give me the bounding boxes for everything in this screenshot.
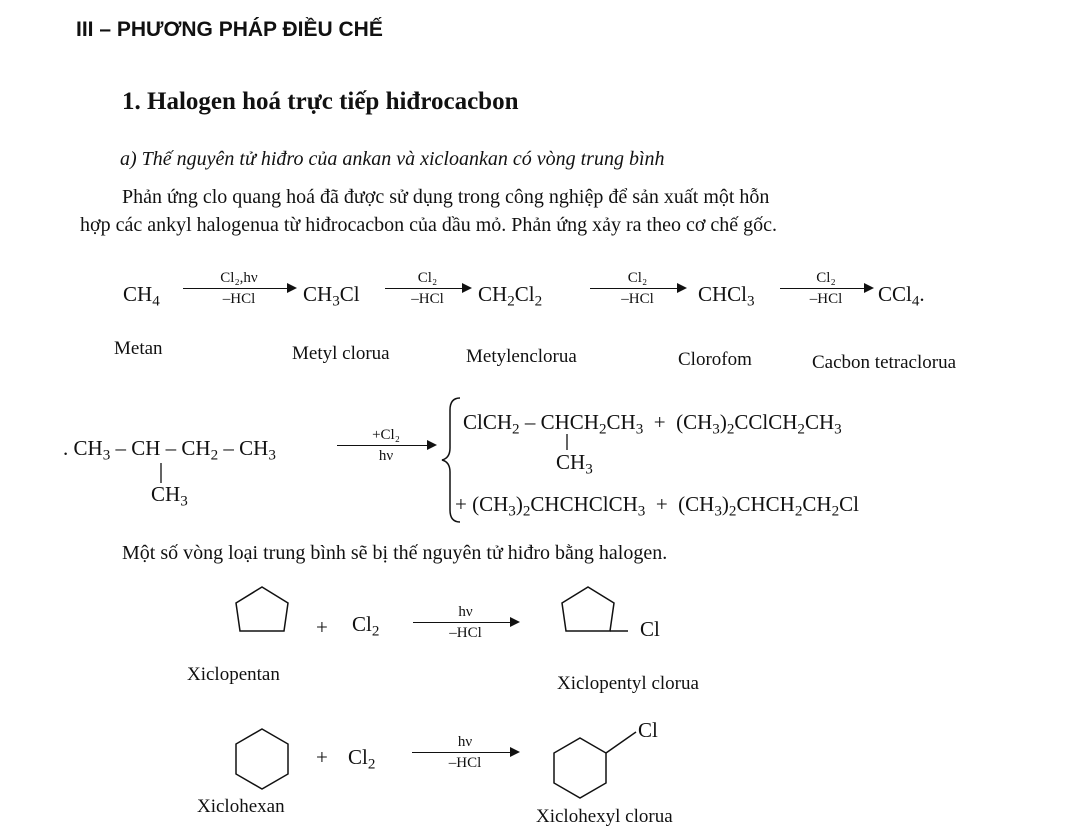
formula-ch4: $CH_4$ xyxy=(123,282,160,310)
compound-label: Metan xyxy=(114,338,163,359)
reaction-arrow: Cl₂ –HCl xyxy=(780,270,872,307)
branch-bond xyxy=(566,434,568,450)
paragraph-line: Phản ứng clo quang hoá đã được sử dụng trong công nghiệp để sản xuất một hỗn xyxy=(122,186,770,208)
substituent-cl: Cl xyxy=(640,617,660,641)
cyclohexyl-ring xyxy=(550,718,650,808)
cyclopentyl-ring xyxy=(560,585,646,635)
product-branch: $CH_3$ xyxy=(556,450,593,478)
compound-label: Xiclohexan xyxy=(197,796,285,817)
compound-label: Xiclohexyl clorua xyxy=(536,806,673,827)
reaction-arrow: Cl₂ –HCl xyxy=(590,270,685,307)
reaction-arrow: +Cl₂ hν xyxy=(337,427,435,464)
cyclohexane-ring xyxy=(232,727,292,793)
plus-sign: + xyxy=(316,615,328,639)
formula-ch3cl: $CH_3Cl$ xyxy=(303,282,360,310)
plus-sign: + xyxy=(316,745,328,769)
formula-ccl4: CCl$_4$. xyxy=(878,282,925,310)
product-line-1: ClCH$_2$ – $CHCH_2CH_3$ + $(CH_3)_2CClCH_2CH_3$ xyxy=(463,410,842,438)
reaction-arrow: hν –HCl xyxy=(413,604,518,641)
formula-cl2: $Cl_2$ xyxy=(352,612,380,640)
subsection-heading: 1. Halogen hoá trực tiếp hiđrocacbon xyxy=(122,88,519,115)
compound-label: Xiclopentyl clorua xyxy=(557,673,699,694)
compound-label: Metylenclorua xyxy=(466,346,577,367)
formula-chcl3: CHCl$_3$ xyxy=(698,282,755,310)
product-line-2: + $(CH_3)_2CHCHClCH_3$ + $(CH_3)_2CHCH_2CH_2Cl$ xyxy=(455,492,859,520)
sub-subsection-heading: a) Thế nguyên tử hiđro của ankan và xicloankan có vòng trung bình xyxy=(120,148,665,170)
formula-reactant: . $CH_3$ – CH – $CH_2 - CH_3$ xyxy=(63,436,276,464)
section-heading: III – PHƯƠNG PHÁP ĐIỀU CHẾ xyxy=(76,18,383,41)
reaction-arrow: hν –HCl xyxy=(412,734,518,771)
reaction-arrow: Cl₂ –HCl xyxy=(385,270,470,307)
branch-bond xyxy=(160,463,162,483)
formula-cl2: $Cl_2$ xyxy=(348,745,376,773)
paragraph-line: hợp các ankyl halogenua từ hiđrocacbon của dầu mỏ. Phản ứng xảy ra theo cơ chế gốc. xyxy=(80,214,778,236)
compound-label: Clorofom xyxy=(678,349,752,370)
compound-label: Xiclopentan xyxy=(187,664,280,685)
substituent-cl: Cl xyxy=(638,718,658,742)
reaction-arrow: Cl₂,hν –HCl xyxy=(183,270,295,307)
formula-ch2cl2: $CH_2Cl_2$ xyxy=(478,282,543,310)
compound-label: Cacbon tetraclorua xyxy=(812,352,957,373)
compound-label: Metyl clorua xyxy=(292,343,390,364)
formula-branch: $CH_3$ xyxy=(151,482,188,510)
cyclopentane-ring xyxy=(234,585,290,635)
paragraph: Một số vòng loại trung bình sẽ bị thế nguyên tử hiđro bằng halogen. xyxy=(122,542,668,564)
